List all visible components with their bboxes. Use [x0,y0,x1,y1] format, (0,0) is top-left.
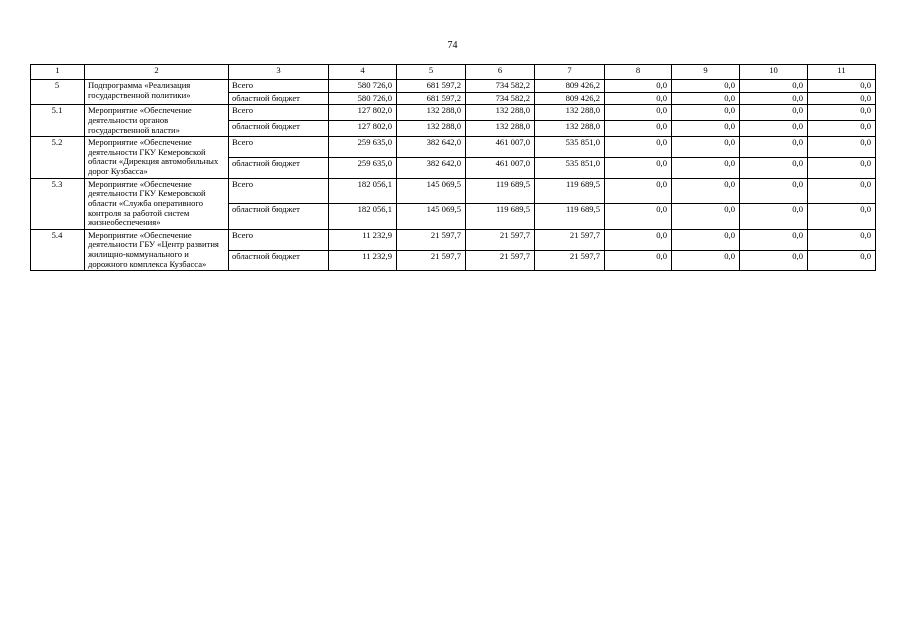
value-cell: 681 597,2 [397,92,466,105]
value-cell: 0,0 [808,178,876,204]
value-cell: 11 232,9 [329,250,397,271]
table-row [31,105,876,121]
value-cell: 132 288,0 [535,105,605,121]
value-cell: 580 726,0 [329,92,397,105]
budget-table [30,64,876,271]
value-cell: 11 232,9 [329,229,397,250]
item-name: Мероприятие «Обеспечение деятельности ГБУ «Центр развития жилищно-коммунального и дорожного комплекса Кузбасса» [85,229,229,271]
value-cell: 681 597,2 [397,80,466,93]
value-cell: 0,0 [605,92,672,105]
value-cell: 132 288,0 [397,121,466,137]
column-header: 4 [329,65,397,80]
value-cell: 809 426,2 [535,80,605,93]
value-cell: 119 689,5 [466,204,535,230]
value-cell: 132 288,0 [535,121,605,137]
value-cell: 0,0 [740,121,808,137]
value-cell: 0,0 [672,250,740,271]
value-cell: 0,0 [672,157,740,178]
value-cell: 21 597,7 [397,250,466,271]
value-cell: 119 689,5 [535,178,605,204]
table-row [31,178,876,204]
value-cell: 0,0 [672,178,740,204]
value-cell: 182 056,1 [329,204,397,230]
value-cell: 0,0 [605,157,672,178]
value-cell: 0,0 [672,92,740,105]
table-row [31,80,876,93]
value-cell: 0,0 [605,105,672,121]
value-cell: 0,0 [808,137,876,158]
item-name: Подпрограмма «Реализация государственной политики» [85,80,229,105]
item-number: 5.4 [31,229,85,271]
funding-source: Всего [229,105,329,121]
column-header: 11 [808,65,876,80]
value-cell: 0,0 [605,80,672,93]
value-cell: 21 597,7 [466,229,535,250]
value-cell: 259 635,0 [329,137,397,158]
funding-source: областной бюджет [229,204,329,230]
item-name: Мероприятие «Обеспечение деятельности ГКУ Кемеровской области «Служба оперативного контроля за работой систем жизнеобеспечения» [85,178,229,229]
value-cell: 132 288,0 [466,105,535,121]
value-cell: 535 851,0 [535,157,605,178]
value-cell: 0,0 [740,178,808,204]
value-cell: 119 689,5 [535,204,605,230]
table-body [31,80,876,271]
value-cell: 0,0 [808,92,876,105]
value-cell: 0,0 [672,121,740,137]
value-cell: 382 642,0 [397,137,466,158]
item-name: Мероприятие «Обеспечение деятельности органов государственной власти» [85,105,229,137]
value-cell: 0,0 [740,229,808,250]
value-cell: 0,0 [605,229,672,250]
value-cell: 127 802,0 [329,105,397,121]
value-cell: 0,0 [808,204,876,230]
table-row [31,137,876,158]
value-cell: 21 597,7 [466,250,535,271]
value-cell: 0,0 [740,92,808,105]
item-number: 5 [31,80,85,105]
funding-source: областной бюджет [229,250,329,271]
value-cell: 0,0 [808,80,876,93]
column-header: 3 [229,65,329,80]
funding-source: областной бюджет [229,157,329,178]
value-cell: 21 597,7 [397,229,466,250]
value-cell: 145 069,5 [397,178,466,204]
value-cell: 535 851,0 [535,137,605,158]
value-cell: 0,0 [740,204,808,230]
funding-source: областной бюджет [229,92,329,105]
funding-source: Всего [229,229,329,250]
table-header [31,65,876,80]
value-cell: 0,0 [605,204,672,230]
value-cell: 0,0 [808,250,876,271]
value-cell: 734 582,2 [466,80,535,93]
column-header: 8 [605,65,672,80]
value-cell: 0,0 [808,121,876,137]
value-cell: 734 582,2 [466,92,535,105]
value-cell: 382 642,0 [397,157,466,178]
value-cell: 809 426,2 [535,92,605,105]
item-number: 5.3 [31,178,85,229]
value-cell: 0,0 [672,204,740,230]
item-number: 5.1 [31,105,85,137]
value-cell: 0,0 [672,137,740,158]
funding-source: Всего [229,178,329,204]
page-number: 74 [447,40,458,51]
funding-source: Всего [229,137,329,158]
value-cell: 127 802,0 [329,121,397,137]
column-header: 2 [85,65,229,80]
column-header: 10 [740,65,808,80]
value-cell: 580 726,0 [329,80,397,93]
column-header: 9 [672,65,740,80]
column-header: 5 [397,65,466,80]
value-cell: 21 597,7 [535,250,605,271]
value-cell: 0,0 [740,137,808,158]
value-cell: 0,0 [605,178,672,204]
value-cell: 132 288,0 [397,105,466,121]
value-cell: 0,0 [808,157,876,178]
value-cell: 145 069,5 [397,204,466,230]
funding-source: областной бюджет [229,121,329,137]
value-cell: 119 689,5 [466,178,535,204]
value-cell: 0,0 [605,121,672,137]
funding-source: Всего [229,80,329,93]
column-header: 7 [535,65,605,80]
value-cell: 0,0 [672,105,740,121]
value-cell: 0,0 [605,137,672,158]
value-cell: 0,0 [605,250,672,271]
item-number: 5.2 [31,137,85,179]
value-cell: 461 007,0 [466,157,535,178]
value-cell: 21 597,7 [535,229,605,250]
column-header: 6 [466,65,535,80]
value-cell: 259 635,0 [329,157,397,178]
value-cell: 0,0 [740,80,808,93]
value-cell: 0,0 [740,157,808,178]
value-cell: 0,0 [672,229,740,250]
value-cell: 0,0 [808,105,876,121]
value-cell: 0,0 [808,229,876,250]
value-cell: 182 056,1 [329,178,397,204]
column-header: 1 [31,65,85,80]
value-cell: 0,0 [740,105,808,121]
value-cell: 461 007,0 [466,137,535,158]
header-row [31,65,876,80]
item-name: Мероприятие «Обеспечение деятельности ГКУ Кемеровской области «Дирекция автомобильных дорог Кузбасса» [85,137,229,179]
value-cell: 0,0 [740,250,808,271]
value-cell: 0,0 [672,80,740,93]
table-row [31,229,876,250]
value-cell: 132 288,0 [466,121,535,137]
